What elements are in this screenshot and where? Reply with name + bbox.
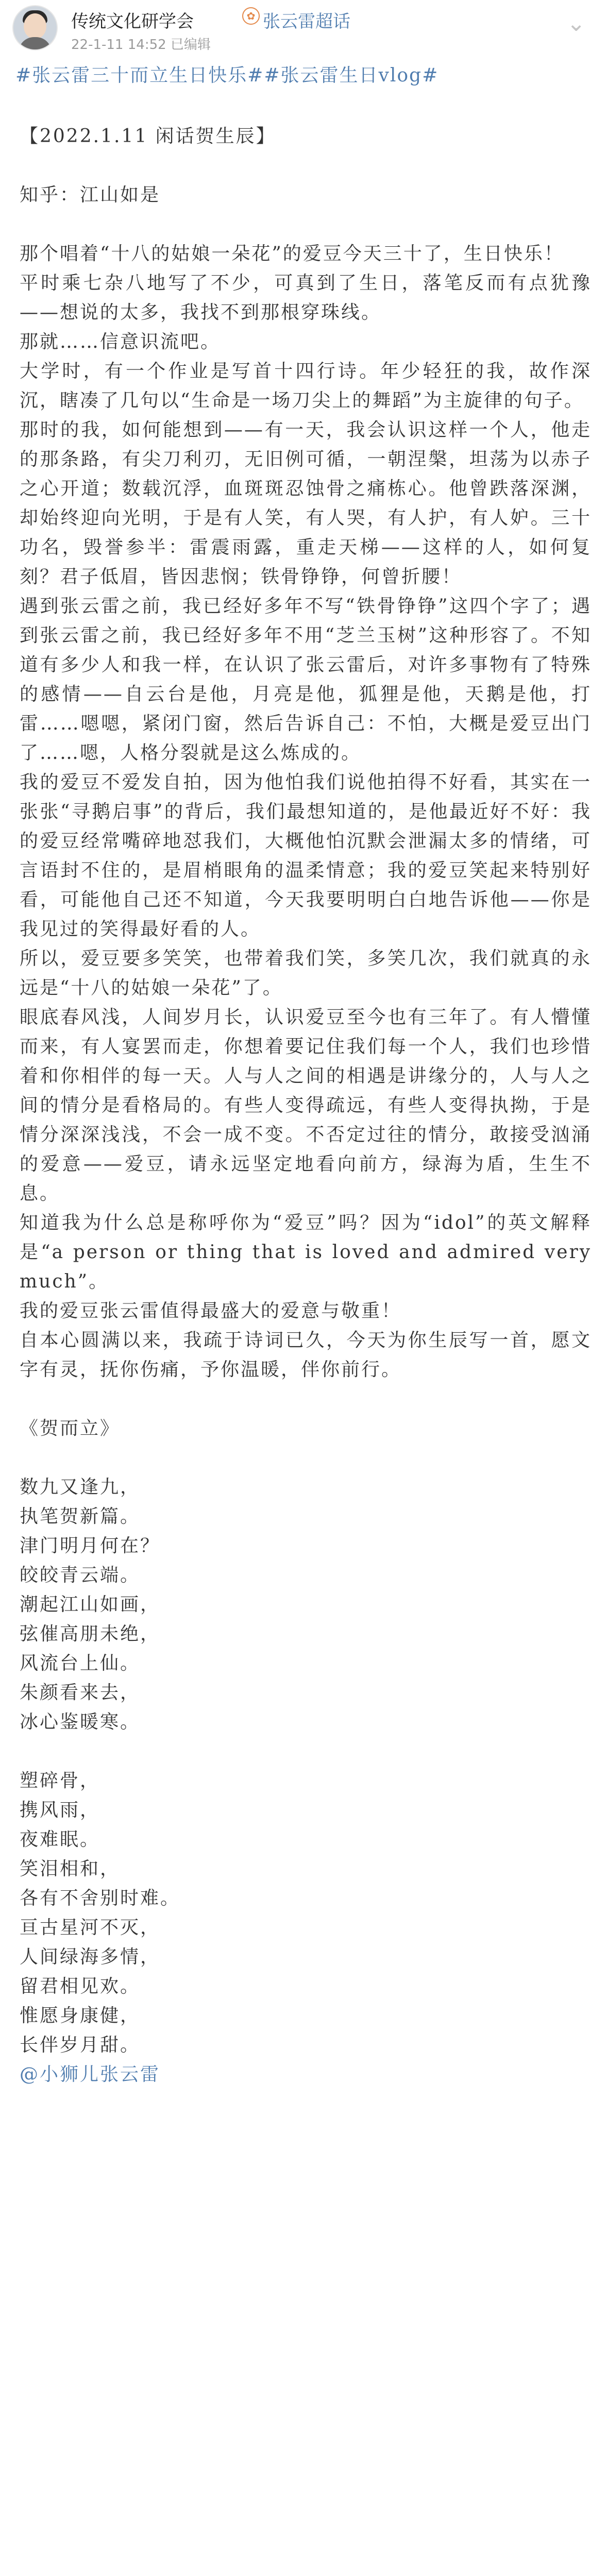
poem-line: 夜难眠。 (20, 1829, 100, 1850)
topic-link[interactable]: 张云雷超话 (263, 11, 350, 32)
paragraph-gap (20, 151, 592, 180)
poem-line: 执笔贺新篇。 (20, 1506, 141, 1527)
article-paragraph: 我的爱豆张云雷值得最盛大的爱意与敬重！ (20, 1300, 402, 1321)
poem-line: 数九又逢九， (20, 1477, 141, 1498)
article-paragraph: 平时乘七杂八地写了不少，可真到了生日，落笔反而有点犹豫——想说的太多，我找不到那根穿珠线。 (20, 273, 592, 323)
poem-line: 朱颜看来去， (20, 1682, 141, 1703)
poem-line: 笑泪相和， (20, 1858, 121, 1879)
poem-line: 人间绿海多情， (20, 1946, 161, 1968)
poem-title: 《贺而立》 (20, 1418, 121, 1439)
avatar[interactable] (12, 5, 58, 50)
avatar-body (19, 37, 52, 50)
poem-line: 弦催高朋未绝， (20, 1623, 161, 1645)
post-header (0, 0, 606, 57)
paragraph-gap (20, 210, 592, 239)
article-body (20, 122, 592, 2089)
article-paragraph: 眼底春风浅，人间岁月长，认识爱豆至今也有三年了。有人懵懂而来，有人宴罢而走，你想着要记住我们每一个人，我们也珍惜着和你相伴的每一天。人与人之间的相遇是讲缘分的，人与人之间的情分是看格局的。有些人变得疏远，有些人变得执拗，于是情分深深浅浅，不会一成不变。不否定过往的情分，敢接受汹涌的爱意——爱豆，请永远坚定地看向前方，绿海为盾，生生不息。 (20, 1007, 592, 1204)
article-paragraph: 那就……信意识流吧。 (20, 331, 221, 352)
article-paragraph: 所以，爱豆要多笑笑，也带着我们笑，多笑几次，我们就真的永远是“十八的姑娘一朵花”了。 (20, 948, 592, 998)
article-paragraph: 知道我为什么总是称呼你为“爱豆”吗？因为“idol”的英文解释是“a person or thing that is loved and admired very much”。 (20, 1212, 592, 1292)
ellipsis-icon[interactable]: ⌄ (566, 10, 586, 37)
poem-line: 潮起江山如画， (20, 1594, 161, 1615)
poem-line: 津门明月何在？ (20, 1535, 161, 1556)
poem-line: 塑碎骨， (20, 1770, 100, 1791)
post-meta: 22-1-11 14:52 已编辑 (71, 37, 211, 53)
article-paragraph: 那时的我，如何能想到——有一天，我会认识这样一个人，他走的那条路，有尖刀利刃，无旧例可循，一朝涅槃，坦荡为以赤子之心开道；数载沉浮，血斑斑忍蚀骨之痛栋心。他曾跌落深渊，却始终迎向光明，于是有人笑，有人哭，有人护，有人妒。三十功名，毁誉参半：雷震雨露，重走天梯——这样的人，如何复刻？君子低眉，皆因悲悯；铁骨铮铮，何曾折腰！ (20, 419, 592, 587)
article-paragraph: 知乎：江山如是 (20, 184, 161, 206)
poem-line: 亘古星河不灭， (20, 1917, 161, 1938)
poem-line: 风流台上仙。 (20, 1653, 141, 1674)
topic-badge-icon: ✿ (242, 7, 260, 25)
poem-line: 各有不舍别时难。 (20, 1888, 181, 1909)
mention-link[interactable]: @小狮儿张云雷 (20, 2064, 161, 2085)
article-paragraph: 自本心圆满以来，我疏于诗词已久，今天为你生辰写一首，愿文字有灵，抚你伤痛，予你温暖，伴你前行。 (20, 1330, 592, 1380)
hashtag-links[interactable]: #张云雷三十而立生日快乐##张云雷生日vlog# (15, 65, 439, 86)
article-paragraph: 那个唱着“十八的姑娘一朵花”的爱豆今天三十了，生日快乐！ (20, 243, 564, 264)
poem-line: 携风雨， (20, 1800, 100, 1821)
poem-stanza-2 (20, 1766, 592, 2060)
poem-line: 长伴岁月甜。 (20, 2035, 141, 2056)
poem-line: 冰心鉴暖寒。 (20, 1711, 141, 1733)
avatar-face (24, 13, 46, 39)
article-paragraph: 【2022.1.11 闲话贺生辰】 (20, 126, 276, 147)
poem-stanza-1 (20, 1472, 592, 1737)
article-paragraph: 遇到张云雷之前，我已经好多年不写“铁骨铮铮”这四个字了；遇到张云雷之前，我已经好多年不用“芝兰玉树”这种形容了。不知道有多少人和我一样，在认识了张云雷后，对许多事物有了特殊的感情——自云台是他，月亮是他，狐狸是他，天鹅是他，打雷……嗯嗯，紧闭门窗，然后告诉自己：不怕，大概是爱豆出门了……嗯，人格分裂就是这么炼成的。 (20, 596, 592, 764)
poem-line: 皎皎青云端。 (20, 1565, 141, 1586)
article-paragraph: 大学时，有一个作业是写首十四行诗。年少轻狂的我，故作深沉，瞎凑了几句以“生命是一场刀尖上的舞蹈”为主旋律的句子。 (20, 361, 592, 411)
paragraph-gap (20, 1443, 592, 1472)
poem-line: 惟愿身康健， (20, 2005, 141, 2026)
poem-line: 留君相见欢。 (20, 1976, 141, 1997)
article-paragraph: 我的爱豆不爱发自拍，因为他怕我们说他拍得不好看，其实在一张张“寻鹅启事”的背后，我们最想知道的，是他最近好不好：我的爱豆经常嘴碎地怼我们，大概他怕沉默会泄漏太多的情绪，可言语封不住的，是眉梢眼角的温柔情意；我的爱豆笑起来特别好看，可能他自己还不知道，今天我要明明白白地告诉他——你是我见过的笑得最好看的人。 (20, 772, 592, 940)
account-name[interactable]: 传统文化研学会 (71, 11, 194, 32)
paragraph-gap (20, 1384, 592, 1414)
paragraph-gap (20, 1737, 592, 1766)
